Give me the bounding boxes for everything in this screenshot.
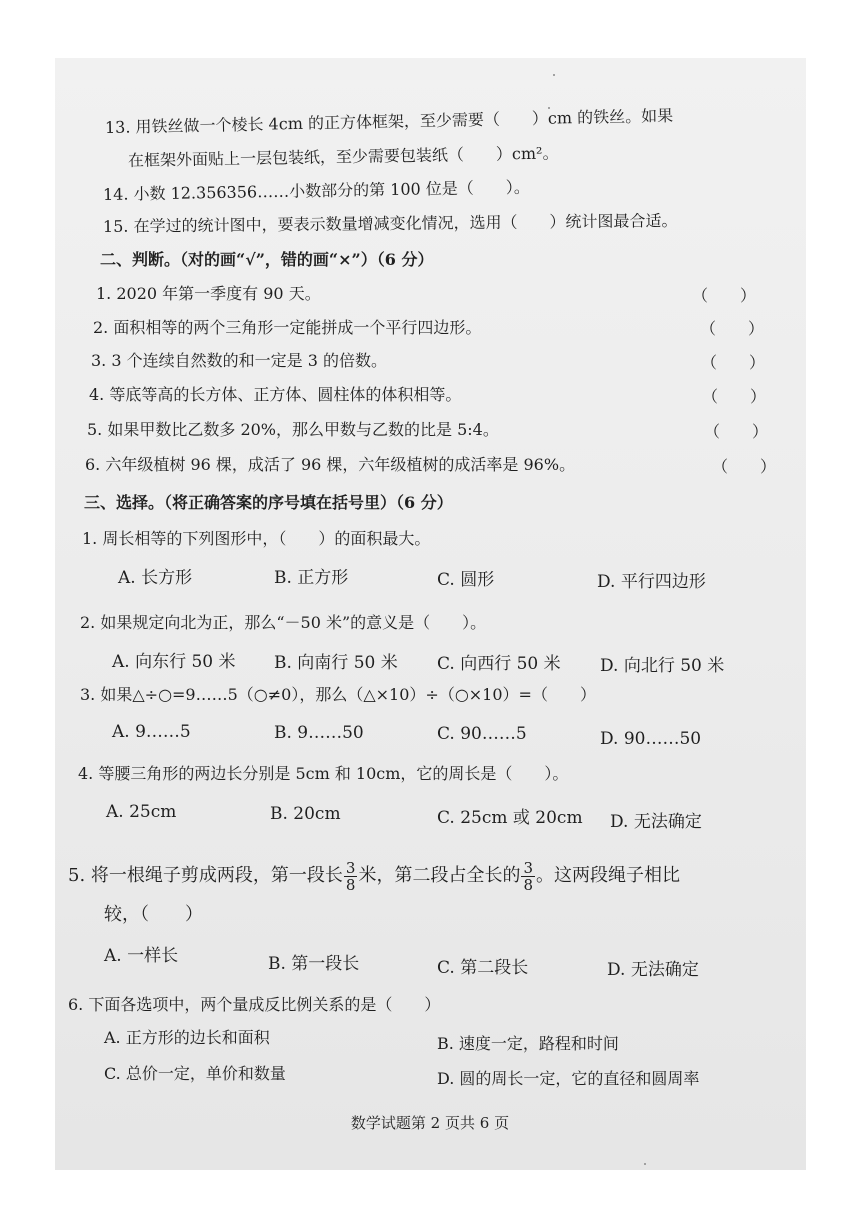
judge-blank-3: （ ） — [701, 353, 766, 372]
speck — [644, 1163, 646, 1165]
fraction-three-eighths — [521, 860, 535, 893]
choice-q1-option-d: D. 平行四边形 — [597, 572, 706, 592]
fraction-three-eighths — [344, 860, 358, 893]
q5-stem-part-b: 米，第二段占全长的 — [358, 865, 521, 886]
choice-q4-option-a: A. 25cm — [106, 802, 177, 822]
choice-q2-option-d: D. 向北行 50 米 — [600, 656, 725, 676]
judge-item-6: 6. 六年级植树 96 棵，成活了 96 棵，六年级植树的成活率是 96%。 — [85, 455, 576, 474]
judge-item-2: 2. 面积相等的两个三角形一定能拼成一个平行四边形。 — [93, 318, 482, 337]
choice-q4-stem: 4. 等腰三角形的两边长分别是 5cm 和 10cm，它的周长是（ ）。 — [78, 764, 569, 783]
q14: 14. 小数 12.356356……小数部分的第 100 位是（ ）。 — [102, 177, 530, 204]
choice-q5-option-b: B. 第一段长 — [268, 954, 360, 974]
q13-line1: 13. 用铁丝做一个棱长 4cm 的正方体框架，至少需要（ ）cm 的铁丝。如果 — [104, 106, 674, 137]
choice-q4-option-d: D. 无法确定 — [610, 812, 702, 832]
choice-q2-option-b: B. 向南行 50 米 — [274, 653, 398, 673]
choice-q2-option-a: A. 向东行 50 米 — [112, 652, 236, 672]
choice-q2-stem: 2. 如果规定向北为正，那么“－50 米”的意义是（ ）。 — [80, 613, 487, 632]
judge-blank-5: （ ） — [704, 422, 769, 441]
fraction-numerator: 3 — [523, 858, 533, 877]
choice-q6-option-c: C. 总价一定，单价和数量 — [104, 1064, 286, 1083]
judge-blank-6: （ ） — [712, 457, 777, 476]
choice-heading: 三、选择。（将正确答案的序号填在括号里）（6 分） — [84, 493, 453, 512]
judge-blank-4: （ ） — [702, 387, 767, 406]
q13-line2: 在框架外面贴上一层包装纸，至少需要包装纸（ ）cm²。 — [127, 143, 559, 170]
choice-q5-stem-line2: 较，（ ） — [104, 904, 203, 925]
judge-item-1: 1. 2020 年第一季度有 90 天。 — [96, 284, 321, 303]
q15: 15. 在学过的统计图中，要表示数量增减变化情况，选用（ ）统计图最合适。 — [102, 210, 678, 236]
fraction-denominator: 8 — [523, 875, 533, 894]
judge-blank-2: （ ） — [700, 319, 765, 338]
judge-heading: 二、判断。（对的画“√”，错的画“×”）（6 分） — [100, 250, 434, 269]
choice-q6-option-a: A. 正方形的边长和面积 — [104, 1028, 270, 1047]
fraction-denominator: 8 — [345, 875, 356, 894]
judge-item-3: 3. 3 个连续自然数的和一定是 3 的倍数。 — [91, 351, 387, 370]
choice-q5-stem — [68, 858, 680, 894]
choice-q3-stem: 3. 如果△÷○=9……5（○≠0），那么（△×10）÷（○×10）=（ ） — [80, 685, 596, 704]
choice-q1-stem: 1. 周长相等的下列图形中，（ ）的面积最大。 — [82, 529, 431, 548]
choice-q5-option-d: D. 无法确定 — [607, 960, 699, 980]
choice-q3-option-c: C. 90……5 — [437, 724, 527, 744]
q5-stem-part-c: 。这两段绳子相比 — [536, 865, 680, 886]
choice-q1-option-a: A. 长方形 — [118, 568, 193, 588]
fraction-numerator: 3 — [345, 858, 356, 877]
judge-blank-1: （ ） — [692, 286, 757, 305]
choice-q6-option-d: D. 圆的周长一定，它的直径和圆周率 — [437, 1069, 700, 1088]
speck — [553, 74, 555, 76]
choice-q3-option-b: B. 9……50 — [274, 723, 364, 743]
choice-q3-option-a: A. 9……5 — [112, 722, 191, 742]
judge-item-4: 4. 等底等高的长方体、正方体、圆柱体的体积相等。 — [89, 385, 462, 404]
choice-q1-option-c: C. 圆形 — [437, 570, 495, 590]
choice-q1-option-b: B. 正方形 — [274, 568, 349, 588]
choice-q3-option-d: D. 90……50 — [600, 729, 702, 749]
choice-q5-option-a: A. 一样长 — [104, 946, 179, 966]
choice-q6-option-b: B. 速度一定，路程和时间 — [437, 1034, 619, 1053]
page-footer: 数学试题第 2 页共 6 页 — [350, 1114, 510, 1132]
choice-q6-stem: 6. 下面各选项中，两个量成反比例关系的是（ ） — [68, 995, 441, 1014]
choice-q4-option-b: B. 20cm — [270, 804, 341, 824]
choice-q2-option-c: C. 向西行 50 米 — [437, 654, 561, 674]
choice-q4-option-c: C. 25cm 或 20cm — [437, 808, 583, 828]
judge-item-5: 5. 如果甲数比乙数多 20%，那么甲数与乙数的比是 5:4。 — [87, 420, 499, 439]
choice-q5-option-c: C. 第二段长 — [437, 958, 529, 978]
q5-stem-part-a: 5. 将一根绳子剪成两段，第一段长 — [68, 865, 343, 886]
